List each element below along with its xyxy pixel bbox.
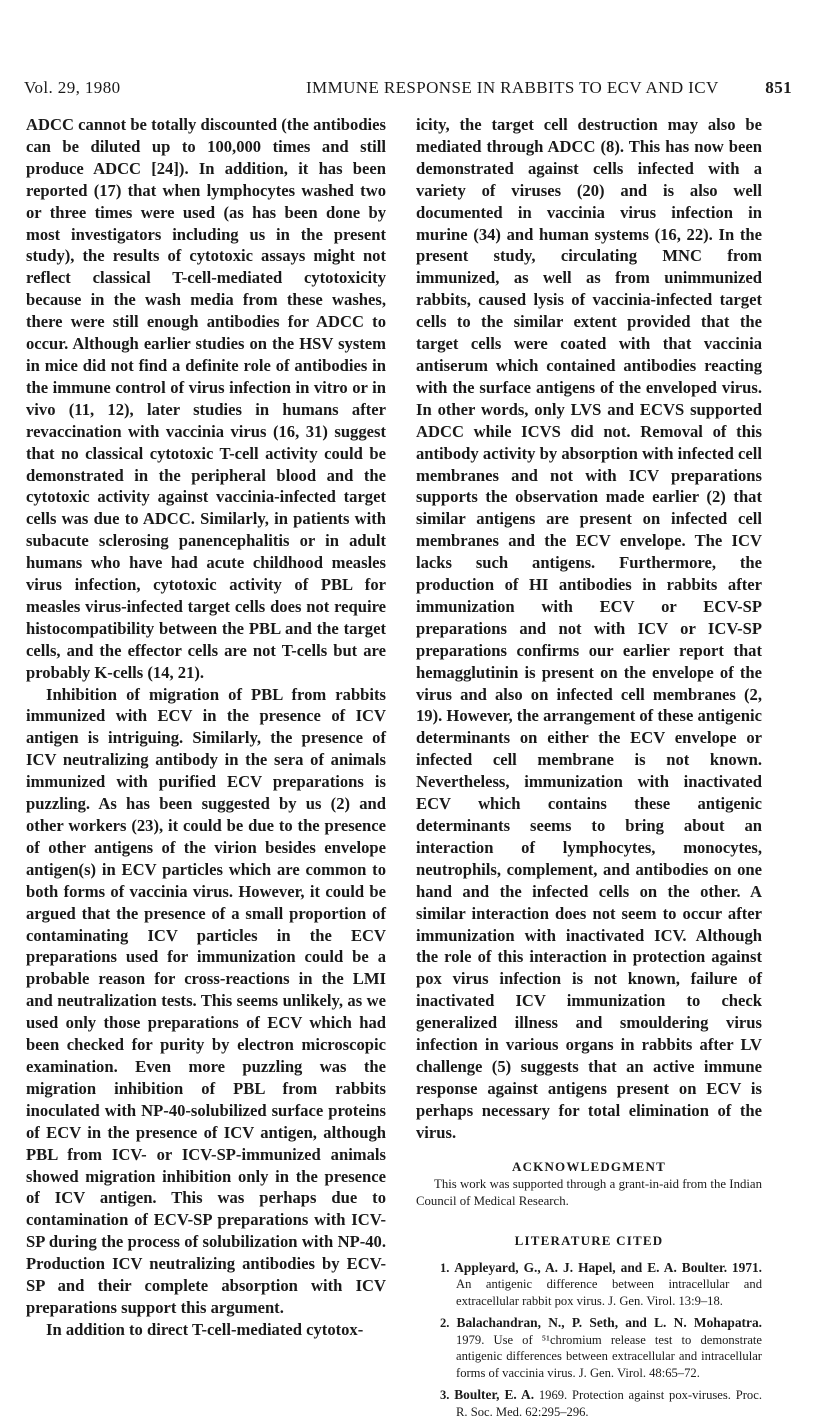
body-paragraph: ADCC cannot be totally discounted (the antibodies can be diluted up to 100,000 times and still produce ADCC [24]). In addition, it has been reported (17) that when lymphocytes washed two or three times were used (as has been done by most investigators including us in the present study), the results of cytotoxic assays might not reflect classical T-cell-mediated cytotoxicity because in the wash media from these washes, there were still enough antibodies for ADCC to occur. Although earlier studies on the HSV system in mice did not find a definite role of antibodies in the immune control of virus infection in vitro or in vivo (11, 12), later studies in humans after revaccination with vaccinia virus (16, 31) suggest that no classical cytotoxic T-cell activity could be demonstrated in the peripheral blood and the cytotoxic activity against vaccinia-infected target cells was due to ADCC. Similarly, in patients with subacute sclerosing panencephalitis or in adult humans who have had acute childhood measles virus infection, cytotoxic activity of PBL for measles virus-infected target cells does not require histocompatibility between the PBL and the target cells, and the effector cells are not T-cells but are probably K-cells (14, 21). xyxy=(26,115,386,682)
reference-item xyxy=(416,1315,762,1381)
reference-year: 1971. xyxy=(731,1259,763,1275)
reference-number: 3. xyxy=(440,1388,450,1403)
page-number: 851 xyxy=(765,78,792,97)
acknowledgment-text: This work was supported through a grant-in-aid from the Indian Council of Medical Research. xyxy=(416,1176,762,1208)
reference-text: Protection against pox-viruses. Proc. R. Soc. Med. 62:295–296. xyxy=(456,1388,762,1419)
reference-year: 1979. xyxy=(456,1332,485,1347)
acknowledgment-heading: ACKNOWLEDGMENT xyxy=(511,1158,667,1174)
reference-list xyxy=(416,1260,762,1421)
reference-text: An antigenic difference between intracellular and extracellular rabbit pox virus. J. Gen. Virol. 13:9–18. xyxy=(456,1277,762,1308)
reference-year: 1969. xyxy=(538,1388,568,1403)
running-header xyxy=(24,78,792,104)
reference-text: Use of ⁵¹chromium release test to demonstrate antigenic differences between extracellular and intracellular forms of vaccinia virus. J. Gen. Virol. 48:65–72. xyxy=(456,1332,762,1380)
reference-item xyxy=(416,1387,762,1420)
body-paragraph: Inhibition of migration of PBL from rabbits immunized with ECV in the presence of ICV antigen is intriguing. Similarly, the presence of ICV neutralizing antibody in the sera of animals immunized with purified ECV preparations is puzzling. As has been suggested by us (2) and other workers (23), it could be due to the presence of other antigens of the virion besides envelope antigen(s) in ECV particles which are common to both forms of vaccinia virus. However, it could be argued that the presence of a small proportion of contaminating ICV particles in the ECV preparations used for immunization could be a probable reason for cross-reactions in the LMI and neutralization tests. This seems unlikely, as we used only those preparations of ECV which had been checked for purity by electron microscopic examination. Even more puzzling was the migration inhibition of PBL from rabbits inoculated with NP-40-solubilized surface proteins of ECV in the presence of ICV antigen, although PBL from ICV- or ICV-SP-immunized animals showed migration inhibition only in the presence of ICV antigen. This was perhaps due to contamination of ECV-SP preparations with ICV-SP during the process of solubilization with NP-40. Production ICV neutralizing antibodies by ECV-SP and their complete absorption with ICV preparations support this argument. xyxy=(26,684,386,1317)
reference-number: 1. xyxy=(440,1260,450,1275)
reference-number: 2. xyxy=(440,1316,450,1331)
volume-label: Vol. 29, 1980 xyxy=(24,78,121,97)
body-paragraph: icity, the target cell destruction may also be mediated through ADCC (8). This has now been demonstrated against cells infected with a variety of viruses (20) and is also well documented in vaccinia virus infection in murine (34) and human systems (16, 22). In the present study, circulating MNC from immunized, as well as from unimmunized rabbits, caused lysis of vaccinia-infected target cells to the similar extent provided that the target cells were coated with that vaccinia antiserum which contained antibodies reacting with the surface antigens of the enveloped virus. In other words, only LVS and ECVS supported ADCC while ICVS did not. Removal of this antibody activity by absorption with infected cell membranes and not with ICV preparations supports the observation made earlier (2) that similar antigens are present on infected cell membranes and the ECV envelope. The ICV lacks such antigens. Furthermore, the production of HI antibodies in rabbits after immunization with ECV or ECV-SP preparations and not with ICV or ICV-SP preparations confirms our earlier report that hemagglutinin is present on the envelope of the virus and also on infected cell membranes (2, 19). However, the arrangement of these antigenic determinants on either the ECV envelope or infected cell membrane is not known. Nevertheless, immunization with inactivated ECV which contains these antigenic determinants seems to bring about an interaction of lymphocytes, monocytes, neutrophils, complement, and antibodies on one hand and the infected cells on the other. A similar interaction does not seem to occur after immunization with inactivated ICV. Although the role of this interaction in protection against pox virus infection is not known, failure of inactivated ICV immunization to check generalized illness and smouldering virus infection in various organs in rabbits after LV challenge (5) suggests that an active immune response against antigens present on ECV is perhaps necessary for total elimination of the virus. xyxy=(416,115,762,1142)
body-paragraph: In addition to direct T-cell-mediated cytotox- xyxy=(46,1319,364,1339)
reference-item xyxy=(416,1260,762,1310)
running-title: IMMUNE RESPONSE IN RABBITS TO ECV AND ICV xyxy=(306,78,719,97)
literature-cited-heading: LITERATURE CITED xyxy=(514,1232,664,1248)
reference-authors: Boulter, E. A. xyxy=(454,1387,535,1403)
right-column xyxy=(416,114,762,1426)
reference-authors: Balachandran, N., P. Seth, and L. N. Mohapatra. xyxy=(456,1315,762,1331)
reference-authors: Appleyard, G., A. J. Hapel, and E. A. Boulter. xyxy=(454,1259,728,1275)
left-column xyxy=(26,114,386,1341)
